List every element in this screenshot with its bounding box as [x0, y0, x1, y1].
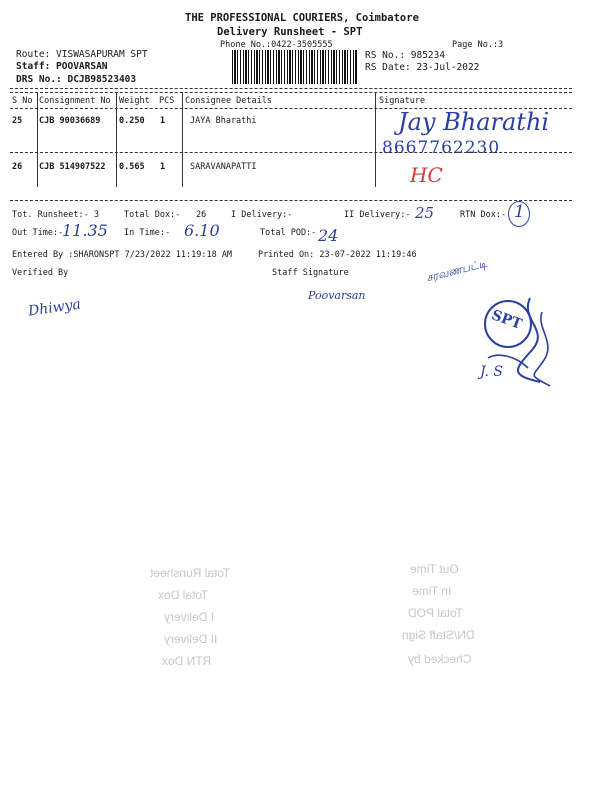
drs-number: DRS No.: DCJB98523403 — [16, 74, 137, 85]
document-title: Delivery Runsheet - SPT — [217, 26, 363, 38]
verifier-signature: Dhiwya — [27, 296, 82, 320]
ghost-text: II Delivery — [164, 632, 218, 646]
rtn-dox-value: 1 — [514, 202, 525, 222]
scribble-signature — [470, 290, 560, 390]
ghost-text: Total POD — [408, 606, 463, 620]
table-top-rule — [10, 88, 572, 89]
rtn-dox-label: RTN Dox:- — [460, 210, 507, 220]
in-time-value: 6.10 — [184, 221, 220, 240]
header-sno: S No — [12, 96, 33, 106]
barcode — [232, 50, 357, 84]
ghost-text: Checked by — [408, 652, 472, 666]
phone-number: Phone No.:0422-3505555 — [220, 40, 333, 50]
row-sno: 26 — [12, 162, 23, 172]
header-weight: Weight — [119, 96, 150, 106]
recipient-signature: Jay Bharathi — [398, 108, 550, 136]
out-time-label: Out Time:- — [12, 228, 64, 238]
row-divider — [10, 152, 572, 153]
ii-delivery-value: 25 — [415, 204, 435, 222]
in-time-label: In Time:- — [124, 228, 171, 238]
tot-runsheet: Tot. Runsheet:- 3 — [12, 210, 99, 220]
row-pcs: 1 — [160, 162, 166, 172]
staff-signature-label: Staff Signature — [272, 268, 349, 278]
printed-on: Printed On: 23-07-2022 11:19:46 — [258, 250, 417, 260]
tamil-handwritten-note: சரவணபட்டி — [425, 256, 489, 285]
ghost-text: RTN Dox — [162, 654, 212, 668]
staff-signature-mark: Poovarsan — [308, 289, 366, 302]
total-dox-label: Total Dox:- — [124, 210, 181, 220]
staff-label: Staff: POOVARSAN — [16, 61, 108, 72]
recipient-signature-red: HC — [410, 163, 443, 187]
ghost-text: Out Time — [410, 562, 459, 576]
ghost-text: In Time — [412, 584, 452, 598]
page-number: Page No.:3 — [452, 40, 504, 50]
header-signature: Signature — [379, 96, 426, 106]
stamp-text: SPT — [489, 307, 524, 333]
row-sno: 25 — [12, 116, 23, 126]
ghost-text: DN/Staff Sign — [402, 628, 475, 642]
row-consignee: SARAVANAPATTI — [190, 162, 257, 172]
row-consignment: CJB 90036689 — [39, 116, 101, 126]
row-pcs: 1 — [160, 116, 166, 126]
table-top-rule-2 — [10, 92, 572, 93]
row-weight: 0.565 — [119, 162, 145, 172]
total-pod-label: Total POD:- — [260, 228, 317, 238]
ghost-text: Total Runsheet — [150, 566, 231, 580]
header-consignee: Consignee Details — [185, 96, 272, 106]
rs-number: RS No.: 985234 — [365, 50, 446, 61]
col-divider — [37, 92, 38, 187]
company-name: THE PROFESSIONAL COURIERS, Coimbatore — [185, 12, 419, 24]
total-pod-value: 24 — [318, 226, 339, 245]
total-dox-value: 26 — [196, 210, 207, 220]
stamp-initials: J. S — [480, 364, 504, 380]
rs-date: RS Date: 23-Jul-2022 — [365, 62, 480, 73]
out-time-value: 11.35 — [62, 221, 108, 240]
ghost-text: I Delivery — [164, 610, 215, 624]
ghost-text: Total Dox — [158, 588, 209, 602]
entered-by: Entered By :SHARONSPT 7/23/2022 11:19:18 AM — [12, 250, 233, 260]
recipient-phone: 8667762230 — [382, 138, 501, 158]
verified-by-label: Verified By — [12, 268, 69, 278]
row-consignee: JAYA Bharathi — [190, 116, 257, 126]
table-bottom-rule — [10, 200, 572, 201]
i-delivery-label: I Delivery:- — [231, 210, 293, 220]
ii-delivery-label: II Delivery:- — [344, 210, 411, 220]
row-consignment: CJB 514907522 — [39, 162, 106, 172]
col-divider — [375, 92, 376, 187]
row-weight: 0.250 — [119, 116, 145, 126]
col-divider — [182, 92, 183, 187]
header-pcs: PCS — [159, 96, 175, 106]
col-divider — [116, 92, 117, 187]
route-label: Route: VISWASAPURAM SPT — [16, 49, 148, 60]
header-consignment: Consignment No — [39, 96, 111, 106]
